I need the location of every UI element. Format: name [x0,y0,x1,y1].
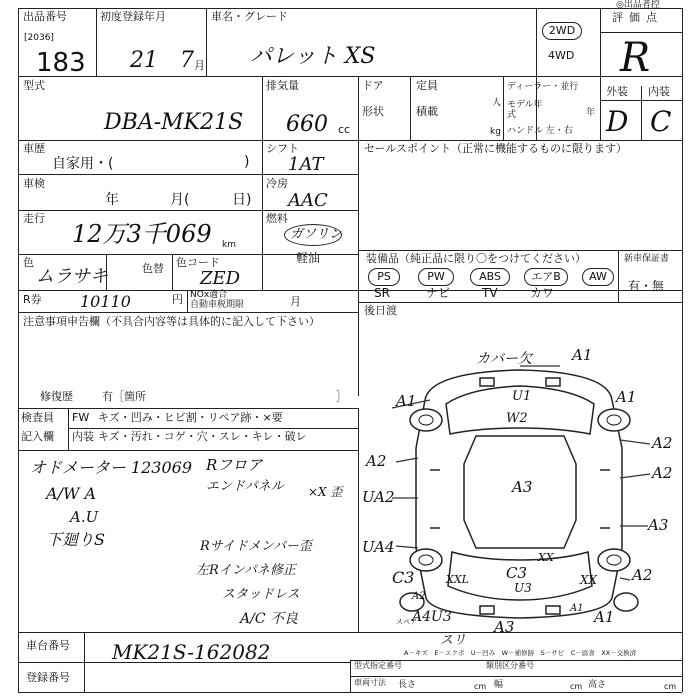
diagram-label-cover: カバー欠 [476,351,532,367]
tax-month: 月 [290,295,301,308]
damage-legend: A－キズ E－エクボ U－凹み W－補修跡 S－サビ C－腐食 XX－交換済 [404,649,637,657]
after-label: 後日渡 [364,304,397,317]
mileage-unit: km [222,240,236,250]
model-value: DBA-MK21S [104,110,244,135]
equip-leather: カワ [530,286,555,300]
points-title: セールスポイント（正常に機能するものに限ります） [364,142,628,155]
tax-label: 自動車税期限 [190,300,245,310]
note-right-6: スタッドレス [222,587,300,602]
note-left-1: オドメーター 123069 [30,458,193,477]
name-value: パレット XS [250,44,376,69]
color-label: 色 [23,256,34,269]
diagram-label: UA4 [362,538,395,556]
recorder-label: 記入欄 [21,430,54,443]
equip-sr: SR [374,286,390,300]
cm-unit: cm [474,682,487,691]
exterior-label: 外装 [606,85,628,98]
dealer-label: ディーラー・並行 [507,82,579,92]
cm-unit: cm [570,682,583,691]
interior-value: C [650,105,672,138]
top-right-stamp: ◎出品者控 [616,0,660,10]
nox-label: NOx適合 [190,290,228,300]
note-right-2: エンドパネル [206,479,284,494]
diagram-label: A2 [412,591,426,602]
spare-label: スペア [396,618,417,626]
diagram-label: A4U3 [412,609,452,625]
check-interior-items: キズ・汚れ・コゲ・穴・スレ・キレ・破レ [98,430,307,443]
load-label: 積載 [416,105,438,118]
repair-label: 修復歴 [40,390,73,403]
equip-ps: PS [368,268,400,286]
diagram-label: A1 [594,608,615,626]
diagram-label: A2 [652,464,673,482]
equip-abs: ABS [470,268,510,286]
diagram-label: A2 [366,452,387,470]
fw-items: キズ・凹み・ヒビ割・リペア跡・×要 [98,411,283,424]
color-change-label: 色替 [142,262,164,275]
lot-code: [2036] [24,33,54,43]
note-right-5: 左Rインパネ修正 [196,563,296,578]
name-label: 車名・グレード [211,10,288,23]
diesel-label: 軽油 [296,251,321,265]
model-label: 型式 [23,79,45,92]
diagram-label: A2 [632,566,653,584]
form-label2: 類別区分番号 [486,661,534,670]
displacement-label: 排気量 [266,79,299,92]
diagram-label: XXL [446,573,469,586]
handle-label: ハンドル 左・右 [507,126,573,136]
person-unit: 人 [492,98,502,108]
equipment-title: 装備品（純正品に限り〇をつけてください） [366,252,586,265]
displacement-unit: cc [338,123,351,136]
chassis-label: 車台番号 [26,639,70,652]
warranty-value: 有・無 [628,279,665,293]
warranty-label: 新車保証書 [624,254,670,264]
color-value: ムラサキ [36,266,108,287]
color-code-label: 色コード [176,256,220,269]
first-reg-month: 7 [180,48,194,73]
note-left-4: 下廻りS [46,530,105,549]
mileage-value: 12万3千069 [72,220,212,248]
month-unit: 月 [194,59,205,72]
note-right-3: ×X 歪 [308,485,343,499]
kg-unit: kg [490,127,501,137]
capacity-label: 定員 [416,79,438,92]
mileage-label: 走行 [23,212,45,225]
diagram-label: W2 [506,411,528,426]
diagram-label: C3 [392,568,415,587]
inspection-year: 年 [105,192,119,208]
grade-value: R [620,35,651,81]
height-label: 高さ [588,680,607,690]
note-right-7: A/C 不良 [240,611,298,627]
diagram-label: A3 [494,618,515,636]
inspection-day: 日) [232,192,252,208]
size-label: 車両寸法 [354,678,386,687]
first-reg-year: 21 [130,48,158,73]
fuel-value: ガソリン [290,227,343,242]
diagram-label: A1 [396,392,417,410]
diagram-label: スリ [440,633,467,648]
use-label: 車歴 [23,142,45,155]
diagram-label: XX [538,551,554,564]
diagram-label: A3 [512,478,533,496]
ac-label: 冷房 [266,177,288,190]
lot-number: 183 [36,48,86,78]
check-interior-label: 内装 [72,430,94,443]
reg-label: 登録番号 [26,671,70,684]
shift-label: シフト [266,142,299,155]
length-label: 長さ [398,680,417,690]
repair-close: ］ [336,390,347,403]
cm-unit: cm [664,682,677,691]
width-label: 幅 [494,680,504,690]
model-year-label: モデル年式 [507,100,543,121]
diagram-label: UA2 [362,488,395,506]
shift-value: 1AT [288,154,324,175]
shape-label: 形状 [362,105,384,118]
diagram-label: XX [580,573,598,587]
form-label1: 型式指定番号 [354,661,402,670]
diagram-label: A1 [570,603,584,614]
fw-label: FW [72,411,90,424]
diagram-label: A1 [572,346,593,364]
interior-label: 内装 [648,85,670,98]
door-label: ドア [362,79,384,92]
ac-value: AAC [288,190,328,211]
equip-pw: PW [418,268,454,286]
notes-title: 注意事項申告欄（不具合内容等は具体的に記入して下さい） [23,315,320,328]
inspection-month: 月( [170,192,190,208]
diagram-label: A2 [652,434,673,452]
drive-4wd: 4WD [548,49,575,62]
diagram-label: C3 [506,564,528,582]
note-right-4: Rサイドメンバー歪 [200,539,312,554]
use-value: 自家用・( [52,156,114,172]
recycle-value: 10110 [80,292,131,311]
equip-navi: ナビ [426,286,451,300]
note-left-2: A/W A [46,484,97,503]
first-reg-label: 初度登録年月 [100,10,166,23]
chassis-value: MK21S-162082 [112,640,271,664]
displacement-value: 660 [286,112,328,137]
inspector-label: 検査員 [21,411,54,424]
fuel-label: 燃料 [266,212,288,225]
exterior-value: D [606,105,629,138]
repair-value: 有［箇所 [102,390,146,403]
color-code-value: ZED [200,268,241,289]
lot-label: 出品番号 [23,10,67,23]
diagram-label: U1 [512,389,532,404]
diagram-label: A1 [616,388,637,406]
note-right-1: Rフロア [206,456,263,474]
equip-airbag: エアB [524,268,568,286]
equip-tv: TV [482,286,498,300]
recycle-label: R券 [23,293,42,306]
year-unit: 年 [586,108,596,118]
equip-aw: AW [582,268,614,286]
note-left-3: A.U [70,508,99,526]
diagram-label: U3 [514,581,532,595]
diagram-label: A3 [648,516,669,534]
grade-label: 評価点 [612,11,663,24]
drive-2wd: 2WD [542,22,582,40]
use-close: ) [244,154,250,170]
yen-unit: 円 [172,293,183,306]
inspection-label: 車検 [23,177,45,190]
